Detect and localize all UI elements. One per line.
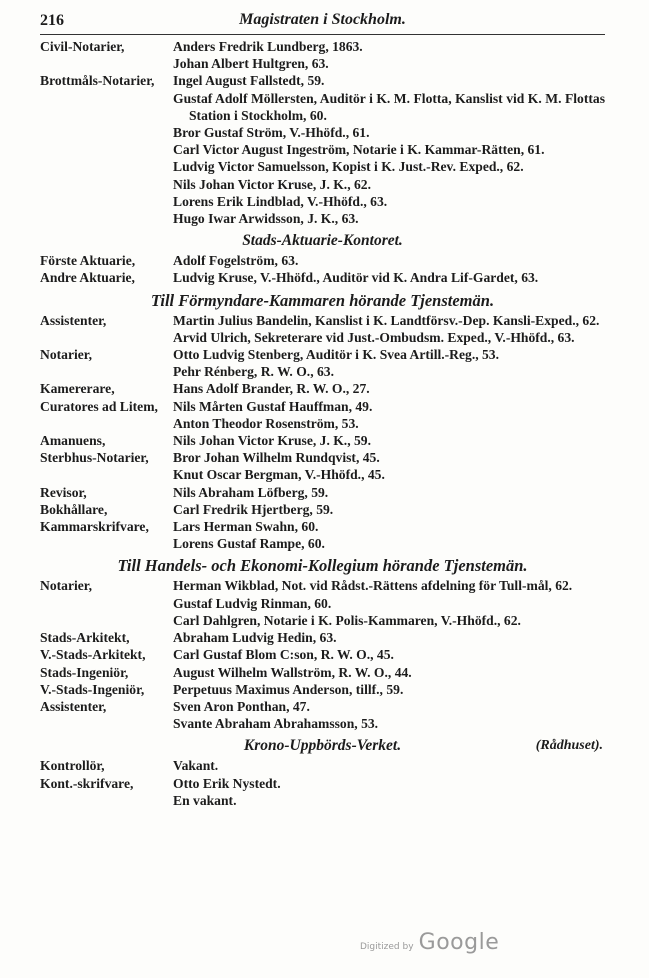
entry-item: Svante Abraham Abrahamsson, 53. [173, 716, 379, 732]
entry-label: Assistenter, [40, 312, 107, 328]
entry-item: Hans Adolf Brander, R. W. O., 27. [173, 381, 370, 397]
entry [40, 449, 605, 483]
entry-item: Vakant. [173, 758, 219, 774]
entry-label: Andre Aktuarie, [40, 270, 135, 286]
entry-items [173, 664, 605, 681]
entry [40, 577, 605, 629]
entry-item: Abraham Ludvig Hedin, 63. [173, 630, 337, 646]
entry-label: Notarier, [40, 347, 92, 363]
section-title [40, 556, 605, 575]
section [40, 38, 605, 227]
entry-items [173, 681, 605, 698]
entry-item: Nils Abraham Löfberg, 59. [173, 484, 329, 500]
entry [40, 664, 605, 681]
digitized-prefix: Digitized by [360, 942, 414, 952]
section [40, 231, 605, 286]
entry-label: Curatores ad Litem, [40, 398, 158, 414]
entry-label: Sterbhus-Notarier, [40, 450, 149, 466]
entry [40, 38, 605, 72]
entry-item: Lars Herman Swahn, 60. [173, 519, 319, 535]
entry-item: Otto Erik Nystedt. [173, 775, 281, 791]
section-title-text: Till Handels- och Ekonomi-Kollegium hörande Tjenstemän. [117, 556, 528, 576]
entry [40, 269, 605, 286]
entry-item: Knut Oscar Bergman, V.-Hhöfd., 45. [173, 467, 385, 483]
entry [40, 757, 605, 774]
entry-label: Civil-Notarier, [40, 39, 125, 54]
entry-label: Förste Aktuarie, [40, 253, 136, 269]
section-title [40, 736, 605, 755]
entry-item: Gustaf Adolf Möllersten, Auditör i K. M. Flotta, Kanslist vid K. M. Flottas Station i Stockholm, 60. [173, 90, 605, 123]
entry-item: Sven Aron Ponthan, 47. [173, 698, 310, 714]
entry-item: Perpetuus Maximus Anderson, tillf., 59. [173, 681, 404, 697]
entry [40, 775, 605, 809]
entry [40, 432, 605, 449]
entry-items [173, 269, 605, 286]
entry [40, 484, 605, 501]
entry [40, 698, 605, 732]
entry [40, 629, 605, 646]
entry [40, 346, 605, 380]
section-title [40, 291, 605, 310]
entry-items [173, 577, 605, 629]
entry-item: En vakant. [173, 792, 237, 808]
entry-label: Kamererare, [40, 381, 115, 397]
entry-item: Arvid Ulrich, Sekreterare vid Just.-Ombudsm. Exped., V.-Hhöfd., 63. [173, 329, 575, 345]
entry-label: Revisor, [40, 484, 87, 500]
entry-item: Johan Albert Hultgren, 63. [173, 56, 329, 72]
entry-label: V.-Stads-Ingeniör, [40, 681, 145, 697]
section-title-text: Krono-Uppbörds-Verket. [243, 737, 402, 755]
entry-item: Ludvig Victor Samuelsson, Kopist i K. Just.-Rev. Exped., 62. [173, 159, 524, 175]
directory-listing [40, 38, 605, 809]
entry [40, 518, 605, 552]
entry-item: Nils Johan Victor Kruse, J. K., 62. [173, 176, 371, 192]
entry [40, 380, 605, 397]
entry-items [173, 72, 605, 227]
section-title-text: Stads-Aktuarie-Kontoret. [242, 232, 403, 250]
entry-item: Martin Julius Bandelin, Kanslist i K. Landtförsv.-Dep. Kansli-Exped., 62. [173, 312, 600, 328]
section-note: (Rådhuset). [535, 738, 603, 754]
entry-items [173, 38, 605, 72]
entry-item: Nils Johan Victor Kruse, J. K., 59. [173, 433, 371, 449]
section [40, 291, 605, 553]
entry-items [173, 346, 605, 380]
entry-label: Stads-Ingeniör, [40, 664, 129, 680]
entry-items [173, 646, 605, 663]
entry-item: Lorens Gustaf Rampe, 60. [173, 536, 325, 552]
digitized-watermark [360, 930, 499, 955]
entry-items [173, 518, 605, 552]
section-title-text: Till Förmyndare-Kammaren hörande Tjenstemän. [150, 290, 495, 310]
entry-item: Gustaf Ludvig Rinman, 60. [173, 595, 332, 611]
entry-items [173, 252, 605, 269]
entry-items [173, 312, 605, 346]
entry-label: Bokhållare, [40, 501, 108, 517]
section [40, 736, 605, 809]
entry-item: Herman Wikblad, Not. vid Rådst.-Rättens afdelning för Tull-mål, 62. [173, 578, 573, 594]
entry [40, 312, 605, 346]
entry-item: Nils Mårten Gustaf Hauffman, 49. [173, 398, 373, 414]
entry-items [173, 629, 605, 646]
entry-item: Ludvig Kruse, V.-Hhöfd., Auditör vid K. Andra Lif-Gardet, 63. [173, 270, 539, 286]
running-title: Magistraten i Stockholm. [239, 11, 406, 28]
entry-items [173, 432, 605, 449]
entry-item: Bror Gustaf Ström, V.-Hhöfd., 61. [173, 125, 370, 141]
entry-items [173, 484, 605, 501]
entry-item: Lorens Erik Lindblad, V.-Hhöfd., 63. [173, 193, 388, 209]
entry-label: Kont.-skrifvare, [40, 775, 134, 791]
entry [40, 398, 605, 432]
entry-item: Ingel August Fallstedt, 59. [173, 73, 325, 89]
entry-items [173, 698, 605, 732]
entry-item: Carl Gustaf Blom C:son, R. W. O., 45. [173, 647, 394, 663]
section-title [40, 231, 605, 250]
entry-item: Hugo Iwar Arwidsson, J. K., 63. [173, 211, 359, 227]
entry-label: Amanuens, [40, 433, 106, 449]
entry-items [173, 449, 605, 483]
running-header [40, 10, 605, 35]
page-number: 216 [40, 12, 64, 29]
entry [40, 501, 605, 518]
entry-item: Bror Johan Wilhelm Rundqvist, 45. [173, 450, 380, 466]
entry-label: V.-Stads-Arkitekt, [40, 647, 146, 663]
entry-label: Stads-Arkitekt, [40, 630, 130, 646]
entry-item: Carl Victor August Ingeström, Notarie i K. Kammar-Rätten, 61. [173, 142, 545, 158]
section [40, 556, 605, 732]
entry-item: Anton Theodor Rosenström, 53. [173, 415, 359, 431]
entry-item: Anders Fredrik Lundberg, 1863. [173, 39, 363, 54]
entry-items [173, 501, 605, 518]
entry [40, 72, 605, 227]
entry-label: Brottmåls-Notarier, [40, 73, 155, 89]
entry-items [173, 380, 605, 397]
entry [40, 681, 605, 698]
entry-items [173, 757, 605, 774]
entry [40, 646, 605, 663]
entry [40, 252, 605, 269]
entry-label: Kontrollör, [40, 758, 105, 774]
entry-item: August Wilhelm Wallström, R. W. O., 44. [173, 664, 412, 680]
entry-label: Notarier, [40, 578, 92, 594]
entry-item: Otto Ludvig Stenberg, Auditör i K. Svea Artill.-Reg., 53. [173, 347, 500, 363]
entry-item: Carl Fredrik Hjertberg, 59. [173, 501, 334, 517]
entry-item: Carl Dahlgren, Notarie i K. Polis-Kammaren, V.-Hhöfd., 62. [173, 612, 521, 628]
entry-items [173, 398, 605, 432]
entry-label: Kammarskrifvare, [40, 519, 149, 535]
entry-label: Assistenter, [40, 698, 107, 714]
entry-item: Adolf Fogelström, 63. [173, 253, 299, 269]
google-logo: Google [418, 930, 500, 955]
entry-items [173, 775, 605, 809]
entry-item: Pehr Rénberg, R. W. O., 63. [173, 364, 334, 380]
